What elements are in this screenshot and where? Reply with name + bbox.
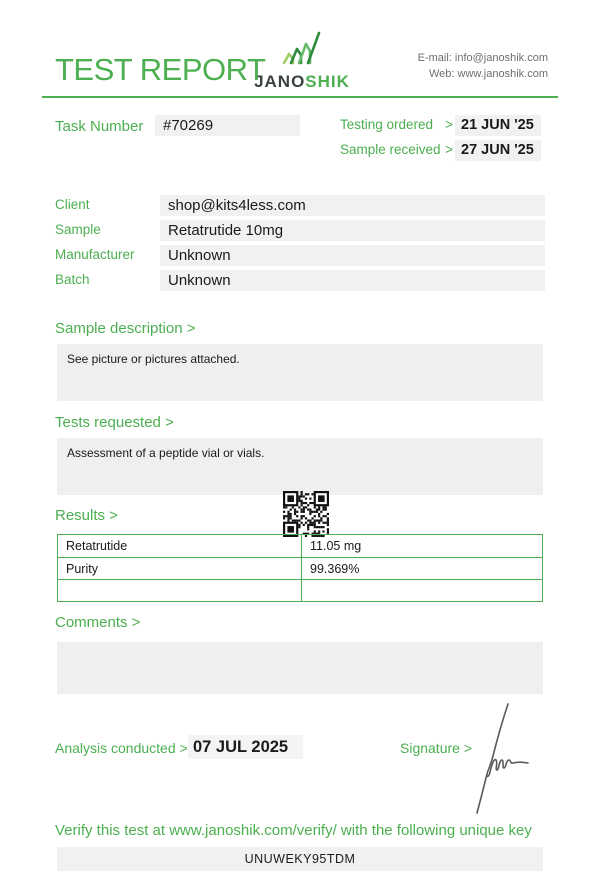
manufacturer-value: Unknown <box>160 245 545 266</box>
testing-ordered-label: Testing ordered <box>340 117 434 132</box>
manufacturer-row <box>0 245 600 266</box>
results-cell-empty-left <box>58 579 301 601</box>
client-value: shop@kits4less.com <box>160 195 545 216</box>
sample-description-heading: Sample description > <box>55 320 196 337</box>
email-value: info@janoshik.com <box>454 52 548 64</box>
sample-row <box>0 220 600 241</box>
unique-key-value: UNUWEKY95TDM <box>57 847 543 871</box>
verify-instruction: Verify this test at www.janoshik.com/verify/ with the following unique key <box>55 822 532 839</box>
logo-text-jano: JANO <box>254 72 306 91</box>
chart-bars-icon <box>274 53 330 70</box>
sample-description-box: See picture or pictures attached. <box>57 344 543 401</box>
sample-label: Sample <box>55 222 101 237</box>
analysis-conducted-label: Analysis conducted > <box>55 740 188 756</box>
logo-text-shik: SHIK <box>305 72 350 91</box>
results-cell-purity-value: 99.369% <box>301 557 542 579</box>
tests-requested-box: Assessment of a peptide vial or vials. <box>57 438 543 495</box>
signature-label: Signature > <box>400 740 472 756</box>
testing-ordered-row <box>340 115 545 136</box>
sample-received-label: Sample received <box>340 142 441 157</box>
results-cell-purity-label: Purity <box>58 557 301 579</box>
sample-received-value: 27 JUN '25 <box>455 140 541 161</box>
sample-received-arrow: > <box>445 142 453 157</box>
tests-requested-heading: Tests requested > <box>55 414 174 431</box>
logo-wordmark <box>252 72 352 92</box>
contact-info <box>418 50 548 82</box>
web-value: www.janoshik.com <box>457 68 548 80</box>
email-label: E-mail: <box>417 52 452 64</box>
results-cell-analyte: Retatrutide <box>66 539 128 553</box>
web-label: Web: <box>428 68 455 80</box>
contact-web-line <box>418 66 548 82</box>
results-heading: Results > <box>55 507 118 524</box>
client-label: Client <box>55 197 90 212</box>
batch-value: Unknown <box>160 270 545 291</box>
sample-value: Retatrutide 10mg <box>160 220 545 241</box>
testing-ordered-arrow: > <box>445 117 453 132</box>
batch-row <box>0 270 600 291</box>
comments-heading: Comments > <box>55 614 141 631</box>
contact-email-line <box>418 50 548 66</box>
task-number-value: #70269 <box>155 115 300 136</box>
page-title: TEST REPORT <box>55 52 266 87</box>
batch-label: Batch <box>55 272 90 287</box>
sample-received-row <box>340 140 545 161</box>
qr-code <box>283 491 329 537</box>
task-number-label: Task Number <box>55 118 144 135</box>
header-divider <box>42 96 558 98</box>
client-row <box>0 195 600 216</box>
results-table <box>57 534 543 602</box>
signature-image <box>468 700 538 823</box>
janoshik-logo <box>252 30 352 92</box>
testing-ordered-value: 21 JUN '25 <box>455 115 541 136</box>
results-cell-amount: 11.05 mg <box>301 535 542 557</box>
manufacturer-label: Manufacturer <box>55 247 135 262</box>
analysis-conducted-value: 07 JUL 2025 <box>188 735 303 759</box>
results-cell-empty-right <box>301 579 542 601</box>
comments-box <box>57 642 543 694</box>
